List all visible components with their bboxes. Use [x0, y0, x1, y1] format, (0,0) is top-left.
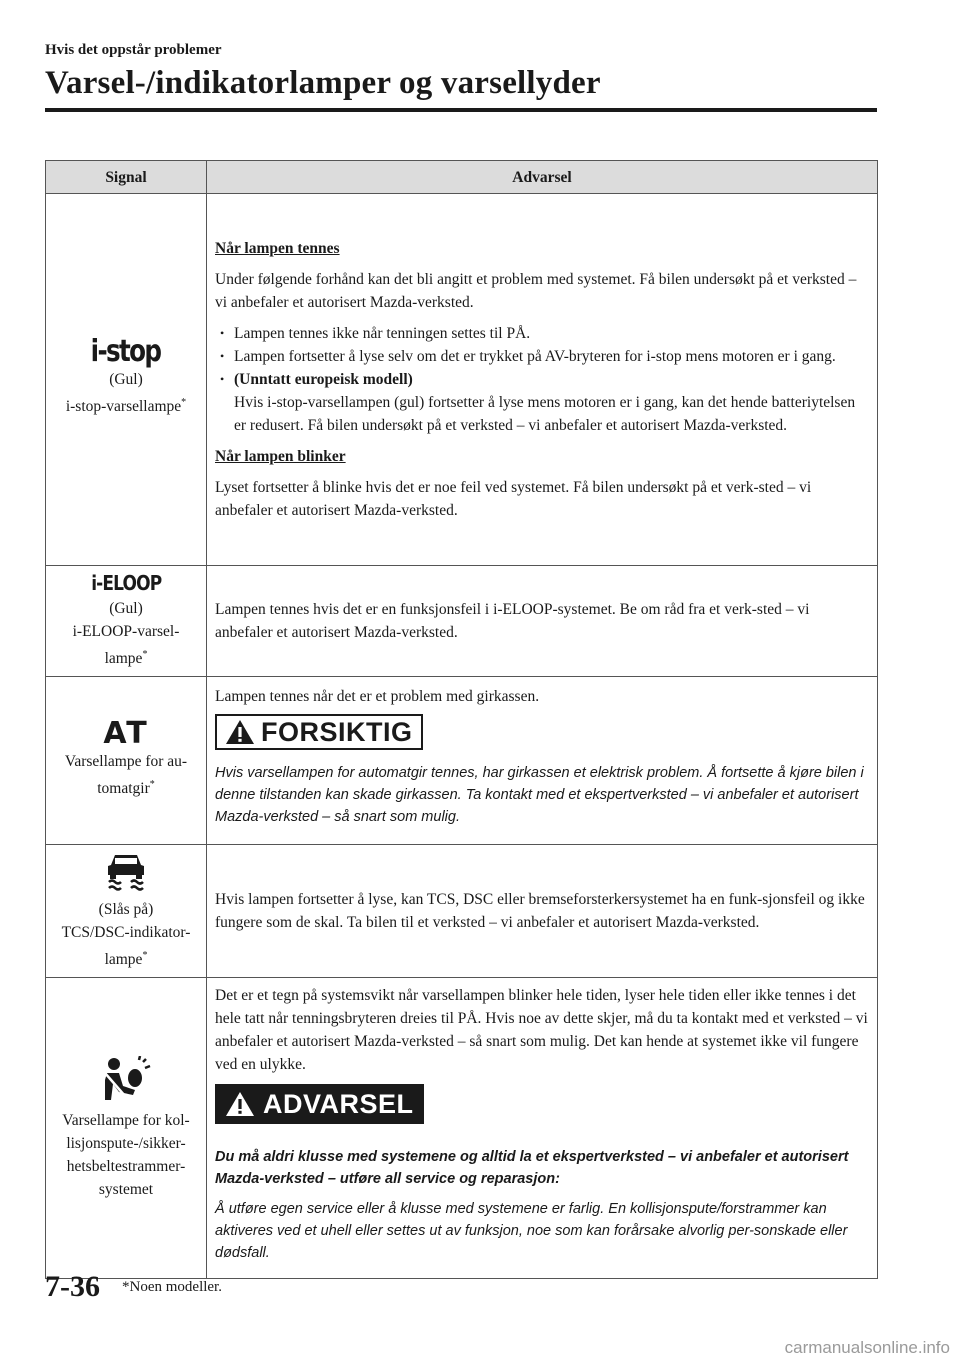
sub-heading: Når lampen tennes [215, 240, 340, 257]
warning-bold-text: Du må aldri klusse med systemene og alltid la et ekspertverksted – vi anbefaler et autorisert Mazda-verksted – utføre all service og reparasjon: [215, 1149, 849, 1188]
warning-table [45, 160, 878, 1279]
footnote-marker: * [142, 649, 148, 660]
paragraph: Lampen tennes når det er et problem med girkassen. [215, 688, 540, 706]
table-row [46, 566, 878, 677]
column-header-signal: Signal [46, 161, 207, 194]
table-row [46, 194, 878, 566]
signal-cell [46, 845, 207, 978]
list-item [215, 368, 869, 437]
caution-label: FORSIKTIG [261, 716, 413, 747]
warning-text: Å utføre egen service eller å klusse med systemene er farlig. En kollisjonspute/forstrammer kan aktiveres ved et uhell eller settes ut av funksjon, noe som kan forårsake alvorlig per-sonskade eller dødsfall. [215, 1201, 848, 1262]
signal-line: lampe* [104, 950, 148, 969]
airbag-icon [99, 1056, 153, 1102]
signal-line: lampe* [104, 649, 148, 668]
signal-line: i-stop-varsellampe* [65, 397, 187, 416]
signal-line: hetsbeltestrammer- [66, 1157, 186, 1175]
signal-cell [46, 677, 207, 845]
sub-heading: Når lampen blinker [215, 448, 346, 465]
signal-line: (Gul) [109, 371, 143, 389]
warning-triangle-icon [225, 719, 255, 745]
warning-triangle-icon [225, 1091, 255, 1117]
list-item-title: • (Unntatt europeisk modell) [234, 371, 413, 388]
warning-label: ADVARSEL [263, 1088, 414, 1119]
paragraph: Lampen tennes hvis det er en funksjonsfeil i i-ELOOP-systemet. Be om råd fra et verk-sted – vi anbefaler et autorisert Mazda-verksted. [215, 601, 810, 642]
signal-line: lisjonspute-/sikker- [66, 1134, 186, 1152]
watermark: carmanualsonline.info [784, 1338, 950, 1357]
signal-line: Varsellampe for kol- [62, 1111, 190, 1129]
signal-line: (Slås på) [98, 901, 154, 919]
paragraph: Lyset fortsetter å blinke hvis det er noe feil ved systemet. Få bilen undersøkt på et verk-sted – vi anbefaler et autorisert Mazda-verksted. [215, 479, 812, 519]
caution-box [215, 714, 423, 750]
tcs-dsc-icon [101, 851, 151, 891]
list-item-text: Hvis i-stop-varsellampen (gul) fortsetter å lyse mens motoren er i gang, kan det hende batteriytelsen er redusert. Få bilen undersøkt på et verksted – vi anbefaler et autorisert Mazda-verksted. [234, 394, 856, 434]
footnote: *Noen modeller. [122, 1279, 222, 1295]
caution-text: Hvis varsellampen for automatgir tennes, har girkassen et elektrisk problem. Å fortsette å kjøre bilen i denne tilstanden kan skade girkassen. Ta kontakt med et ekspertverksted – vi anbefaler et autorisert Mazda-verksted – så snart som mulig. [215, 765, 864, 826]
table-header-row [46, 161, 878, 194]
footnote-marker: * [149, 778, 155, 790]
signal-line: systemet [98, 1180, 154, 1198]
paragraph: Under følgende forhånd kan det bli angitt et problem med systemet. Få bilen undersøkt på et verksted – vi anbefaler et autorisert Mazda-verksted. [215, 271, 857, 311]
header-rule [45, 108, 877, 112]
paragraph: Hvis lampen fortsetter å lyse, kan TCS, DSC eller bremseforsterkersystemet ha en funk-sjonsfeil og ikke fungere som de skal. Ta bilen til et verksted – vi anbefaler et autorisert Mazda-verksted. [215, 891, 865, 932]
column-header-advarsel: Advarsel [207, 161, 878, 194]
signal-line: (Gul) [109, 600, 143, 617]
footnote-marker: * [142, 950, 148, 962]
signal-cell [46, 566, 207, 677]
page-number: 7-36 [45, 1270, 100, 1303]
list-item: • Lampen tennes ikke når tenningen settes til PÅ. [215, 322, 869, 345]
i-stop-icon: i-stop [91, 334, 161, 370]
description-cell [207, 677, 878, 845]
table-row [46, 677, 878, 845]
bullet-list [215, 322, 869, 437]
description-cell [207, 978, 878, 1279]
signal-cell [46, 194, 207, 566]
signal-cell [46, 978, 207, 1279]
table-row [46, 845, 878, 978]
page-footer [45, 1270, 877, 1304]
warning-box [215, 1084, 424, 1124]
i-eloop-icon: i-ELOOP [90, 571, 162, 595]
signal-line: TCS/DSC-indikator- [61, 924, 191, 942]
paragraph: Det er et tegn på systemsvikt når varsellampen blinker hele tiden, lyser hele tiden eller ikke tennes i det hele tatt når tenningsbryteren dreies til PÅ. Hvis noe av dette skjer, må du ta kontakt med et verksted – vi anbefaler et autorisert Mazda-verksted – så snart som mulig. Det kan hende at systemet ikke vil fungere ved en ulykke. [215, 987, 868, 1074]
page-header [45, 42, 877, 112]
signal-line: i-ELOOP-varsel- [72, 623, 180, 640]
footnote-marker: * [181, 397, 187, 409]
table-row [46, 978, 878, 1279]
description-cell [207, 566, 878, 677]
signal-line: tomatgir* [97, 778, 155, 797]
signal-line: Varsellampe for au- [64, 752, 188, 770]
section-label: Hvis det oppstår problemer [45, 42, 222, 58]
at-icon: AT [103, 715, 149, 751]
description-cell [207, 194, 878, 566]
list-item: • Lampen fortsetter å lyse selv om det er trykket på AV-bryteren for i-stop mens motoren er i gang. [215, 345, 869, 368]
page-title: Varsel-/indikatorlamper og varsellyder [45, 65, 601, 101]
description-cell [207, 845, 878, 978]
